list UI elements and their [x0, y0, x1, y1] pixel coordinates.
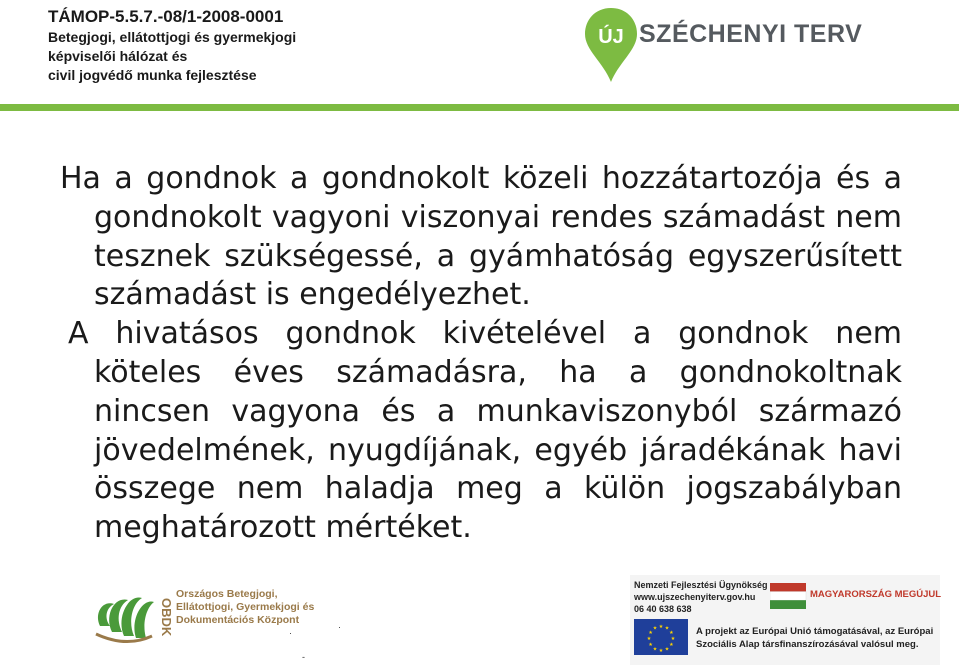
eu-flag-icon	[634, 619, 688, 655]
dot-mark: ·	[338, 622, 341, 632]
obdk-letters: OBDK	[159, 598, 174, 637]
svg-text:★: ★	[646, 636, 652, 642]
nfu-phone: 06 40 638 638	[634, 604, 692, 614]
svg-text:★: ★	[652, 646, 658, 653]
svg-text:★: ★	[664, 625, 670, 632]
svg-text:★: ★	[648, 630, 653, 636]
eu-notice-line-2: Szociális Alap társfinanszírozásával valósul meg.	[696, 638, 919, 650]
dot-mark: ·	[289, 628, 292, 638]
slide-body	[60, 160, 902, 548]
eu-notice-line-1: A projekt az Európai Unió támogatásával, az Európai	[696, 626, 934, 637]
nfu-agency-name: Nemzeti Fejlesztési Ügynökség	[634, 580, 768, 590]
paragraph-2: A hivatásos gondnok kivételével a gondnok nem köteles éves számadásra, ha a gondnokoltnak nincsen vagyona és a munkaviszonyból származó jövedelmének, nyugdíjának, egyéb járadékának havi összege nem haladja meg a külön jogszabályban meghatározott mértéket.	[68, 316, 902, 546]
eu-funding-notice	[696, 626, 933, 651]
obdk-emblem-icon	[92, 586, 176, 652]
obdk-logo	[92, 582, 332, 652]
svg-text:★: ★	[670, 636, 676, 642]
svg-text:★: ★	[664, 646, 670, 653]
svg-text:★: ★	[658, 648, 664, 654]
svg-text:★: ★	[652, 625, 658, 632]
project-line-1: Betegjogi, ellátottjogi és gyermekjogi	[48, 29, 297, 45]
paragraph-1: Ha a gondnok a gondnokolt közeli hozzátartozója és a gondnokolt vagyoni viszonyai rendes számadást nem tesznek szükségessé, a gyámhatóság egyszerűsített számadást is engedélyezhet.	[60, 161, 902, 313]
brand-name: SZÉCHENYI TERV	[639, 20, 863, 48]
obdk-name	[176, 588, 314, 627]
project-code: TÁMOP-5.5.7.-08/1-2008-0001	[48, 7, 284, 26]
uj-szechenyi-terv-logo	[583, 6, 863, 86]
map-pin-icon	[583, 6, 643, 86]
svg-text:★: ★	[648, 642, 653, 648]
project-line-3: civil jogvédő munka fejlesztése	[48, 67, 257, 83]
project-line-2: képviselői hálózat és	[48, 48, 188, 64]
nfu-url: www.ujszechenyiterv.gov.hu	[634, 592, 756, 602]
obdk-line-3: Dokumentációs Központ	[176, 614, 300, 626]
svg-text:★: ★	[669, 642, 674, 648]
nfu-footer-logo	[630, 575, 940, 665]
header-divider	[0, 104, 959, 111]
magyarorszag-megujul-label: MAGYARORSZÁG MEGÚJUL	[810, 589, 942, 600]
project-header	[48, 6, 296, 85]
nfu-agency-block	[634, 579, 768, 615]
dot-mark: -	[302, 652, 305, 662]
svg-text:★: ★	[669, 630, 674, 636]
obdk-line-1: Országos Betegjogi,	[176, 588, 278, 600]
magyarorszag-megujul-badge	[770, 583, 942, 609]
obdk-line-2: Ellátottjogi, Gyermekjogi és	[176, 601, 315, 613]
brand-badge: ÚJ	[598, 26, 624, 48]
svg-text:★: ★	[658, 624, 664, 630]
